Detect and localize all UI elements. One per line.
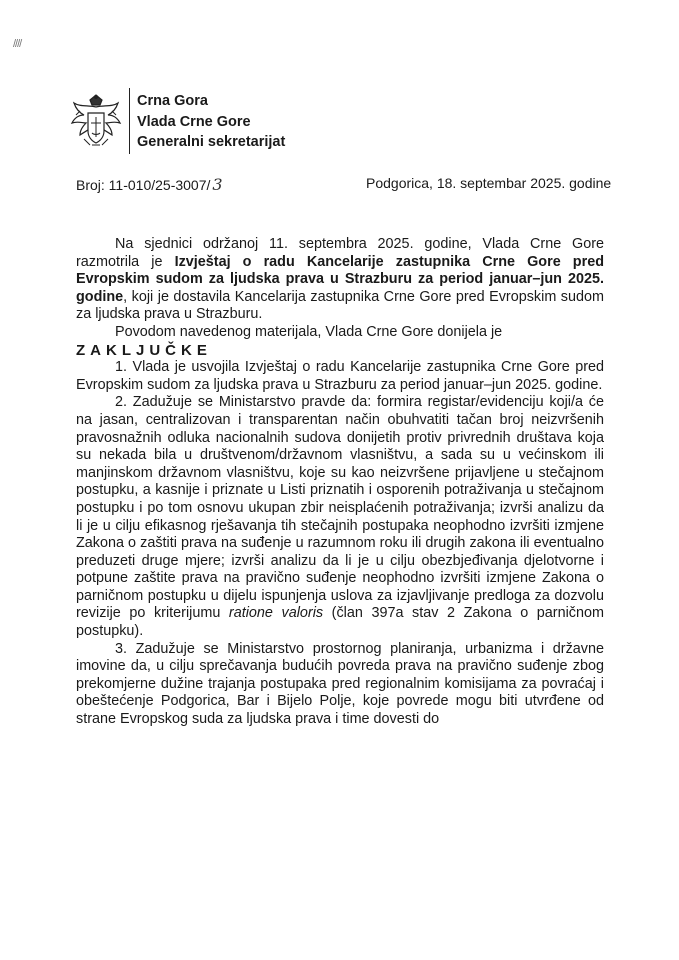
conclusion-2: 2. Zadužuje se Ministarstvo pravde da: formira registar/evidenciju koji/a će na jasan, centralizovan i transparentan način obuhvatiti tačan broj neizvršenih pravosnažnih odluka nacionalnih sudova donijetih protiv privrednih društava koja su nekada bila u društvenom/državnom vlasništvu, a sada su u većinskom ili manjinskom državnom vlasništvu, koje su kao neizvršene prijavljene u stečajnom postupku, a kasnije i priznate u Listi priznatih i osporenih potraživanja u stečajnom postupku i po tom osnovu ukupan zbir neisplaćenih potraživanja; izvrši analizu da li je u cilju efikasnog rješavanja tih stečajnih postupaka neophodno izvršiti izmjene Zakona o zaštiti prava na suđenje u razumnom roku ili drugih zakona ili eventualno preduzeti druge mjere; izvrši analizu da li je u cilju obezbjeđivanja djelotvorne i potpune zaštite prava na pravično suđenje neophodno izvršiti izmjene Zakona o parničnom postupku u dijelu ispunjenja uslova za izjavljivanje predloga za dozvolu revizije po kriterijumu ratione valoris (član 397a stav 2 Zakona o parničnom postupku).: [76, 394, 604, 640]
intro-paragraph: Na sjednici održanoj 11. septembra 2025. godine, Vlada Crne Gore razmotrila je Izvještaj o radu Kancelarije zastupnika Crne Gore pred Evropskim sudom za ljudska prava u Strazburu za period januar–jun 2025. godine, koji je dostavila Kancelarija zastupnika Crne Gore pred Evropskim sudom za ljudska prava u Strazburu.: [76, 236, 604, 323]
report-title: Izvještaj o radu Kancelarije zastupnika Crne Gore pred Evropskim sudom za ljudska prava u Strazburu za period januar–jun 2025. godine: [76, 253, 604, 305]
document-date: Podgorica, 18. septembar 2025. godine: [366, 175, 612, 191]
document-body: [76, 236, 604, 729]
header-divider: [129, 88, 130, 154]
conclusion-3: 3. Zadužuje se Ministarstvo prostornog planiranja, urbanizma i državne imovine da, u cilju sprečavanja budućih povreda prava na pravično suđenje zbog prekomjerne dužine trajanja postupaka pred regionalnim komisijama za povraćaj i obeštećenje Podgorica, Bar i Bijelo Polje, koje povrede mogu biti utvrđene od strane Evropskog suda za ljudska prava i time dovesti do: [76, 640, 604, 728]
coat-of-arms-emblem: [70, 93, 122, 151]
corner-scan-mark: ////: [13, 38, 22, 50]
conclusions-heading: ZAKLJUČKE: [76, 341, 212, 359]
reference-number-label: Broj: 11-010/25-3007/: [76, 177, 211, 193]
letterhead-country: Crna Gora: [137, 93, 208, 109]
letterhead-government: Vlada Crne Gore: [137, 113, 251, 130]
reference-number-handwritten: 3: [212, 175, 223, 194]
conclusion-1: 1. Vlada je usvojila Izvještaj o radu Kancelarije zastupnika Crne Gore pred Evropskim sudom za ljudska prava u Strazburu za period januar–jun 2025. godine.: [76, 359, 604, 393]
letterhead-secretariat: Generalni sekretarijat: [137, 134, 286, 150]
latin-term: ratione valoris: [228, 605, 324, 622]
letterhead: [137, 91, 285, 153]
reference-number: [76, 175, 223, 194]
intro-closing: Povodom navedenog materijala, Vlada Crne Gore donijela je: [115, 323, 503, 340]
